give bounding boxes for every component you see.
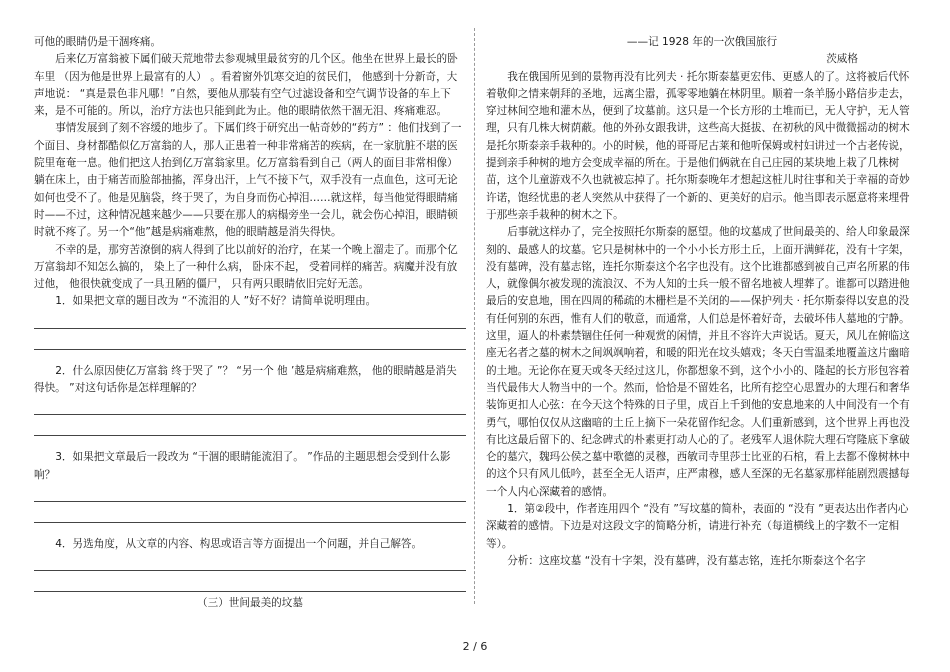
answer-line [34,311,466,329]
section-title: （三）世间最美的坟墓 [197,597,303,610]
left-column [34,34,466,613]
page-number: 2 / 6 [462,640,488,653]
question-1: 1．第②段中，作者连用四个 “没有 ”写坟墓的简朴，表面的 “没有 ”更表达出作者内心深藏着的感情。下边是对这段文字的简略分析，请进行补充（每道横线上的字数不一定相等）。 [486,503,909,550]
article-subtitle: ——记 1928 年的一次俄国旅行 [626,36,778,48]
paragraph: 事情发展到了刻不容缓的地步了。下属们终于研究出一帖奇妙的“药方” ：他们找到了一个面目、身材都酷似亿万富翁的人，那人正患着一种非常痛苦的疾病，在一家肮脏不堪的医院里奄奄一息。他们把这人抬到亿万富翁家里。亿万富翁看到自己（两人的面目非常相像）躺在床上，由于痛苦而脸部抽搐，浑身出汗，上气不接下气，双手没有一点血色，这可无论如何也受不了。他是见脑袋，终于哭了，为自身而伤心掉泪……就这样，每当他觉得眼睛痛时——不过，这种情况越来越少——只要在那人的病榻旁坐一会儿，就会伤心掉泪，眼睛顿时就不疼了。另一个“他”越是病痛难熬，他的眼睛越是消失得快。 [34,122,462,239]
question-1: 1．如果把文章的题目改为 “不流泪的人 ”好不好？请简单说明理由。 [55,295,377,308]
column-divider [474,28,475,604]
right-column [486,34,918,570]
question-3: 3．如果把文章最后一段改为 “干涸的眼睛能流泪了。 ”作品的主题思想会受到什么影响？ [34,451,451,481]
answer-line [34,574,466,592]
answer-line [34,418,466,436]
paragraph: 后来亿万富翁被下属们破天荒地带去参观城里最贫穷的几个区。他坐在世界上最长的卧车里 （因为他是世界上最富有的人） 。看着窗外饥寒交迫的贫民们， 他感到十分新奇，大声地说： “真是景色非凡哪！”自然，要他从那装有空气过滤设备和空气调节设备的车上下来，是不可能的。所以，治疗方法也只能到此为止。他的眼睛依然干涸无泪、疼痛难忍。 [34,53,458,118]
article-author: 茨威格 [826,53,858,66]
answer-line [34,505,466,523]
answer-line [34,332,466,350]
question-2: 2．什么原因使亿万富翁 终于哭了 ”？ “另一个 他 ’越是病痛难熬， 他的眼睛越是消失得快。 ”对这句话你是怎样理解的？ [34,364,457,395]
answer-line [34,397,466,415]
paragraph: 不幸的是，那穷苦潦倒的病人得到了比以前好的治疗，在某一个晚上溜走了。而那个亿万富翁却不知怎么搞的， 染上了一种什么病， 卧床不起， 受着同样的痛苦。病魔并没有放过他， 他很快就变成了一具丑陋的僵尸， 只有两只眼睛依旧完好无恙。 [34,243,458,291]
paragraph: 我在俄国所见到的景物再没有比列夫 · 托尔斯泰墓更宏伟、更感人的了。这将被后代怀着敬仰之情来朝拜的圣地，远离尘嚣，孤零零地躺在林阴里。顺着一条羊肠小路信步走去，穿过林间空地和灌木丛，便到了坟墓前。这只是一个长方形的土堆而已，无人守护，无人管理，只有几株大树荫蔽。他的外孙女跟我讲，这些高大挺拔、在初秋的风中微微摇动的树木是托尔斯泰亲手栽种的。小的时候，他的哥哥尼古莱和他听保姆或村妇讲过一个古老传说， 提到亲手种树的地方会变成幸福的所在。于是他们俩就在自己庄园的某块地上栽了几株树苗，这个儿童游戏不久也就被忘掉了。托尔斯泰晚年才想起这桩儿时往事和关于幸福的奇妙许诺，饱经忧患的老人突然从中获得了一个新的、更美好的启示。他当即表示愿意将来埋骨于那些亲手栽种的树木之下。 [486,70,910,221]
answer-line [34,484,466,502]
paragraph: 可他的眼睛仍是干涸疼痛。 [34,36,162,48]
answer-line [34,553,466,571]
paragraph: 后事就这样办了，完全按照托尔斯泰的愿望。他的坟墓成了世间最美的、给人印象最深刻的、最感人的坟墓。它只是树林中的一个小小长方形土丘，上面开满鲜花，没有十字架，没有墓碑，没有墓志铭，连托尔斯泰这个名字也没有。这个比谁都感到被自己声名所累的伟人，就像偶尔被发现的流浪汉、不为人知的士兵一般不留名地被人埋葬了。谁都可以踏进他最后的安息地，围在四周的稀疏的木栅栏是不关闭的——保护列夫 · 托尔斯泰得以安息的没有任何别的东西，惟有人们的敬意，而通常，人们总是怀着好奇，去破坏伟人墓地的宁静。这里，逼人的朴素禁锢住任何一种观赏的闲情，并且不容许大声说话。夏天，风儿在俯临这座无名者之墓的树木之间飒飒响着，和暖的阳光在坟头嬉戏；冬天白雪温柔地覆盖这片幽暗的土地。无论你在夏天或冬天经过这儿，你都想象不到，这个小小的、隆起的长方形包容着当代最伟大人物当中的一个。然而，恰恰是不留姓名，比所有挖空心思置办的大理石和奢华装饰更扣人心弦：在今天这个特殊的日子里，成百上千到他的安息地来的人中间没有一个有勇气，哪怕仅仅从这幽暗的土丘上摘下一朵花留作纪念。人们重新感到，这个世界上再也没有比这最后留下的、纪念碑式的朴素更打动人心的了。老残军人退休院大理石穹隆底下拿破仑的墓穴，魏玛公侯之墓中歌德的灵穆，西敏司寺里莎士比亚的石棺，看上去都不像树林中的这个只有风儿低吟，甚至全无人语声，庄严肃穆，感人至深的无名墓冢那样能剧烈震撼每一个人内心深藏着的感情。 [486,226,910,498]
question-4: 4．另选角度，从文章的内容、构思或语言等方面提出一个问题，并自己解答。 [55,537,423,550]
analysis-text: 分析：这座坟墓 “没有十字架，没有墓碑，没有墓志铭，连托尔斯泰这个名字 [507,554,866,567]
